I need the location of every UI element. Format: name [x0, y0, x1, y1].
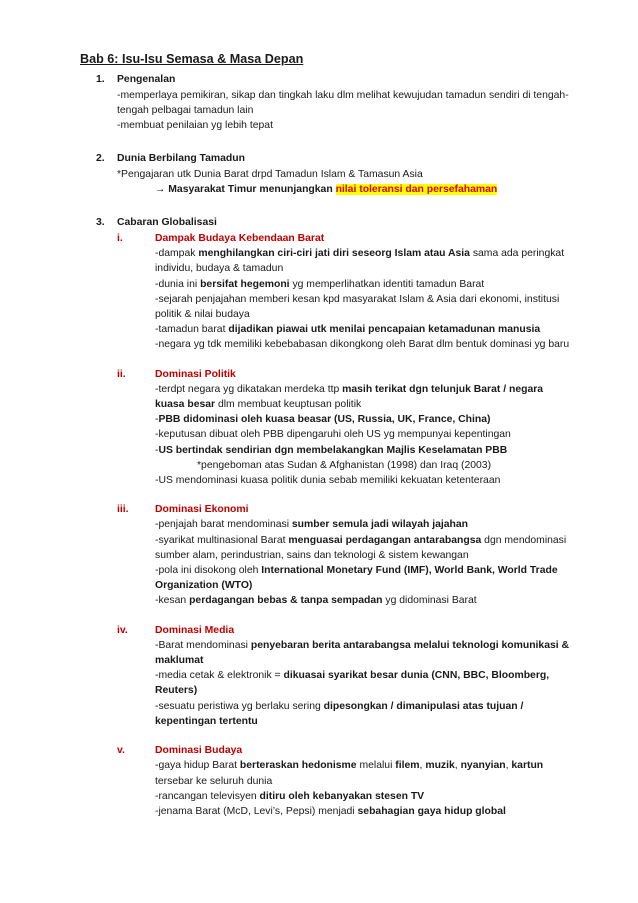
subsection-number: i. — [117, 233, 123, 244]
subsection-title: Dominasi Politik — [155, 368, 236, 380]
subsection-text — [155, 517, 575, 608]
section-dunia-berbilang-tamadun — [0, 151, 638, 197]
highlighted-text: nilai toleransi dan persefahaman — [335, 184, 498, 196]
text-line: -sesuatu peristiwa yg berlaku sering dipesongkan / dimanipulasi atas tujuan / kepentingan tertentu — [155, 700, 524, 727]
section-title: Dunia Berbilang Tamadun — [117, 153, 245, 164]
subsection-dampak-budaya — [0, 231, 638, 353]
text-line: -jenama Barat (McD, Levi’s, Pepsi) menjadi sebahagian gaya hidup global — [155, 805, 506, 817]
subsection-dominasi-media — [0, 623, 638, 729]
text-line: -syarikat multinasional Barat menguasai perdagangan antarabangsa dgn mendominasi sumber alam, perindustrian, sains dan teknologi & sistem kewangan — [155, 534, 567, 561]
subsection-title: Dominasi Budaya — [155, 745, 243, 757]
subsection-text — [155, 638, 575, 729]
text-line: -rancangan televisyen ditiru oleh kebanyakan stesen TV — [155, 790, 425, 802]
text-line: -pola ini disokong oleh International Monetary Fund (IMF), World Bank, World Trade Organization (WTO) — [155, 565, 558, 592]
section-text — [117, 167, 587, 182]
text-line: -sejarah penjajahan memberi kesan kpd masyarakat Islam & Asia dari ekonomi, institusi politik & nilai budaya — [155, 293, 560, 321]
subsection-dominasi-politik — [0, 367, 638, 489]
section-text — [117, 88, 587, 134]
subsection-number: iii. — [117, 504, 129, 516]
text-line: -Barat mendominasi penyebaran berita antarabangsa melalui teknologi komunikasi & maklumat — [155, 639, 570, 667]
text-line: -keputusan dibuat oleh PBB dipengaruhi oleh US yg mempunyai kepentingan — [155, 429, 511, 441]
text-line: -penjajah barat mendominasi sumber semula jadi wilayah jajahan — [155, 519, 469, 531]
section-pengenalan — [0, 72, 638, 134]
section-title: Pengenalan — [117, 74, 176, 85]
subsection-text — [155, 246, 575, 352]
text-line: -terdpt negara yg dikatakan merdeka ttp masih terikat dgn telunjuk Barat / negara kuasa besar dlm membuat keuptusan politik — [155, 383, 544, 411]
text-line: -dunia ini bersifat hegemoni yg memperlihatkan identiti tamadun Barat — [155, 278, 485, 290]
subsection-number: v. — [117, 745, 125, 757]
text-line: -gaya hidup Barat berteraskan hedonisme melalui filem, muzik, nyanyian, kartun tersebar ke seluruh dunia — [155, 760, 544, 787]
section-cabaran-globalisasi — [0, 215, 638, 819]
subsection-number: ii. — [117, 368, 126, 380]
subsection-title: Dominasi Media — [155, 624, 235, 636]
subsection-text — [155, 382, 575, 488]
text-line: -US mendominasi kuasa politik dunia sebab memiliki kekuatan ketenteraan — [155, 475, 501, 487]
subsection-dominasi-ekonomi — [0, 502, 638, 608]
section-title: Cabaran Globalisasi — [117, 217, 217, 228]
text-line: -media cetak & elektronik = dikuasai syarikat besar dunia (CNN, BBC, Bloomberg, Reuters) — [155, 670, 550, 697]
text-line: -membuat penilaian yg lebih tepat — [117, 120, 273, 132]
arrow-line — [155, 182, 638, 197]
text-line: -kesan perdagangan bebas & tanpa sempadan yg didominasi Barat — [155, 595, 477, 607]
subsection-dominasi-budaya — [0, 743, 638, 819]
subsection-number: iv. — [117, 624, 128, 636]
text-line: *Pengajaran utk Dunia Barat drpd Tamadun Islam & Tamasun Asia — [117, 169, 423, 180]
section-number: 2. — [96, 153, 105, 164]
subsection-title: Dampak Budaya Kebendaan Barat — [155, 233, 325, 244]
text-line: -negara yg tdk memiliki kebebabasan dikongkong oleh Barat dlm bentuk dominasi yg baru — [155, 339, 570, 351]
subsection-title: Dominasi Ekonomi — [155, 504, 249, 516]
text-line: *pengeboman atas Sudan & Afghanistan (1998) dan Iraq (2003) — [197, 459, 492, 471]
right-arrow-icon: → — [155, 184, 166, 196]
section-number: 1. — [96, 74, 105, 85]
chapter-title: Bab 6: Isu-Isu Semasa & Masa Depan — [80, 52, 304, 66]
text-line: -US bertindak sendirian dgn membelakangkan Majlis Keselamatan PBB — [155, 444, 508, 456]
text-line: -PBB didominasi oleh kuasa beasar (US, Russia, UK, France, China) — [155, 414, 491, 426]
section-number: 3. — [96, 217, 105, 228]
text-line: -memperlaya pemikiran, sikap dan tingkah laku dlm melihat kewujudan tamadun sendiri di tengah-tengah pelbagai tamadun lain — [117, 90, 569, 117]
text-line: -tamadun barat dijadikan piawai utk menilai pencapaian ketamadunan manusia — [155, 324, 541, 336]
text-bold: Masyarakat Timur menunjangkan — [168, 184, 333, 196]
subsection-text — [155, 758, 575, 819]
text-line: -dampak menghilangkan ciri-ciri jati diri seseorg Islam atau Asia sama ada peringkat individu, budaya & tamadun — [155, 248, 565, 275]
